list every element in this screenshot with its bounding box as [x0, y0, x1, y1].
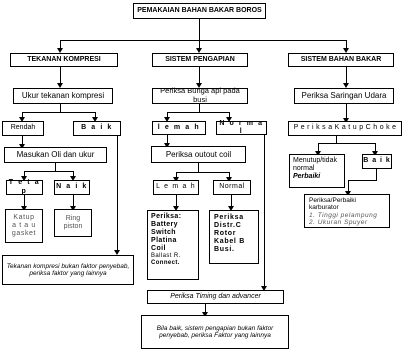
normal-coil-box: [213, 180, 251, 195]
normal-spark-box: [216, 121, 267, 135]
fixed-text: T e t a p: [8, 179, 41, 195]
ring-line: Ring: [65, 214, 81, 222]
connector: [22, 112, 95, 113]
valve-line: Katup: [13, 213, 35, 221]
connector: [60, 104, 61, 112]
connector: [376, 169, 377, 180]
weak-coil-box: [153, 180, 199, 195]
valve-line: gasket: [11, 230, 37, 238]
ignition-header: [152, 53, 248, 67]
connector: [24, 171, 73, 172]
piston-ring-box: [54, 209, 92, 237]
check-b-line: Rotor: [214, 230, 237, 238]
weak-coil-text: L e m a h: [156, 183, 196, 191]
check-list-a-box: [147, 210, 199, 280]
check-b-line: Distr.C: [214, 222, 242, 230]
add-oil-text: Masukan Oli dan ukur: [16, 150, 95, 160]
connector: [198, 163, 199, 172]
rise-text: N a i k: [56, 183, 88, 191]
normal-coil-text: Normal: [219, 183, 245, 191]
connector: [336, 136, 337, 143]
valve-line: a t a u: [12, 221, 36, 229]
low-compression-box: [2, 121, 44, 136]
check-a-line: Coil: [151, 245, 166, 253]
check-spark-text: Periksa Bunga api pada busi: [160, 86, 240, 104]
low-compression-text: Rendah: [10, 124, 36, 132]
carburetor-title: Periksa/Perbaiki karburator: [309, 197, 356, 212]
ignition-final-text: Bila baik, sistem pengapian bukan faktor penyebab, periksa Faktor yang lainnya: [156, 324, 274, 339]
connector: [199, 104, 200, 112]
good-compression-text: B a i k: [81, 124, 113, 132]
title-text: PEMAKAIAN BAHAN BAKAR BOROS: [137, 6, 262, 14]
check-a-line: Switch: [151, 229, 176, 237]
good-choke-box: [362, 154, 392, 169]
closed-repair-box: [289, 154, 345, 188]
check-a-line: Periksa:: [151, 213, 182, 220]
check-b-line: Busi.: [214, 246, 235, 254]
valve-gasket-box: [5, 209, 43, 243]
connector: [199, 19, 200, 40]
check-coil-text: Periksa outout coil: [165, 149, 232, 159]
check-choke-box: [288, 121, 402, 136]
compression-header: [10, 53, 118, 67]
closed-line: normal: [293, 165, 315, 173]
ring-line: piston: [63, 223, 83, 230]
measure-compression-text: Ukur tekanan kompresi: [21, 91, 105, 101]
check-a-line: Ballast R.: [151, 253, 181, 260]
good-choke-text: B a i k: [363, 157, 391, 165]
check-air-filter-text: Periksa Saringan Udara: [301, 91, 387, 101]
check-air-filter-box: [294, 88, 394, 104]
check-choke-text: P e r i k s a K a t u p C h o k e: [293, 124, 397, 132]
connector: [264, 135, 265, 288]
fuel-header-text: SISTEM BAHAN BAKAR: [300, 55, 382, 63]
connector: [167, 112, 229, 113]
weak-spark-box: [152, 121, 206, 135]
measure-compression-box: [13, 88, 113, 104]
check-spark-box: [152, 88, 248, 104]
connector: [60, 40, 346, 41]
check-list-b-box: [209, 210, 259, 264]
carburetor-box: [304, 194, 390, 228]
carburetor-item: 1. Tinggi pelampung: [309, 211, 378, 219]
check-b-line: Periksa: [214, 214, 244, 221]
connector: [348, 180, 377, 181]
ignition-final-box: [141, 315, 289, 349]
check-a-line: Battery: [151, 221, 178, 229]
good-compression-box: [73, 121, 121, 136]
connector: [55, 163, 56, 171]
ignition-header-text: SISTEM PENGAPIAN: [165, 55, 235, 63]
fixed-box: [6, 180, 43, 195]
check-coil-box: [151, 146, 246, 163]
carburetor-item: 2. Ukuran Spuyer: [309, 219, 368, 227]
check-a-line: Connect.: [151, 260, 180, 267]
check-timing-box: [147, 290, 284, 304]
check-timing-text: Periksa Timing dan advancer: [170, 292, 261, 300]
check-b-line: Kabel B: [214, 238, 245, 246]
connector: [176, 172, 229, 173]
add-oil-box: [4, 147, 107, 163]
compression-header-text: TEKANAN KOMPRESI: [27, 55, 101, 63]
weak-spark-text: l e m a h: [157, 123, 201, 131]
repair-text: Perbaiki: [293, 173, 321, 181]
normal-spark-text: N o r m a l: [219, 119, 264, 135]
compression-conclusion-text: Tekanan kompresi bukan faktor penyebab, periksa faktor yang lainnya: [6, 262, 130, 277]
rise-box: [54, 180, 90, 195]
connector: [318, 143, 375, 144]
check-a-line: Platina: [151, 237, 177, 245]
title-box: [133, 3, 266, 19]
connector: [117, 136, 118, 251]
compression-conclusion-box: [2, 255, 134, 285]
closed-line: Menutup/tidak: [293, 157, 337, 164]
fuel-header: [288, 53, 394, 67]
